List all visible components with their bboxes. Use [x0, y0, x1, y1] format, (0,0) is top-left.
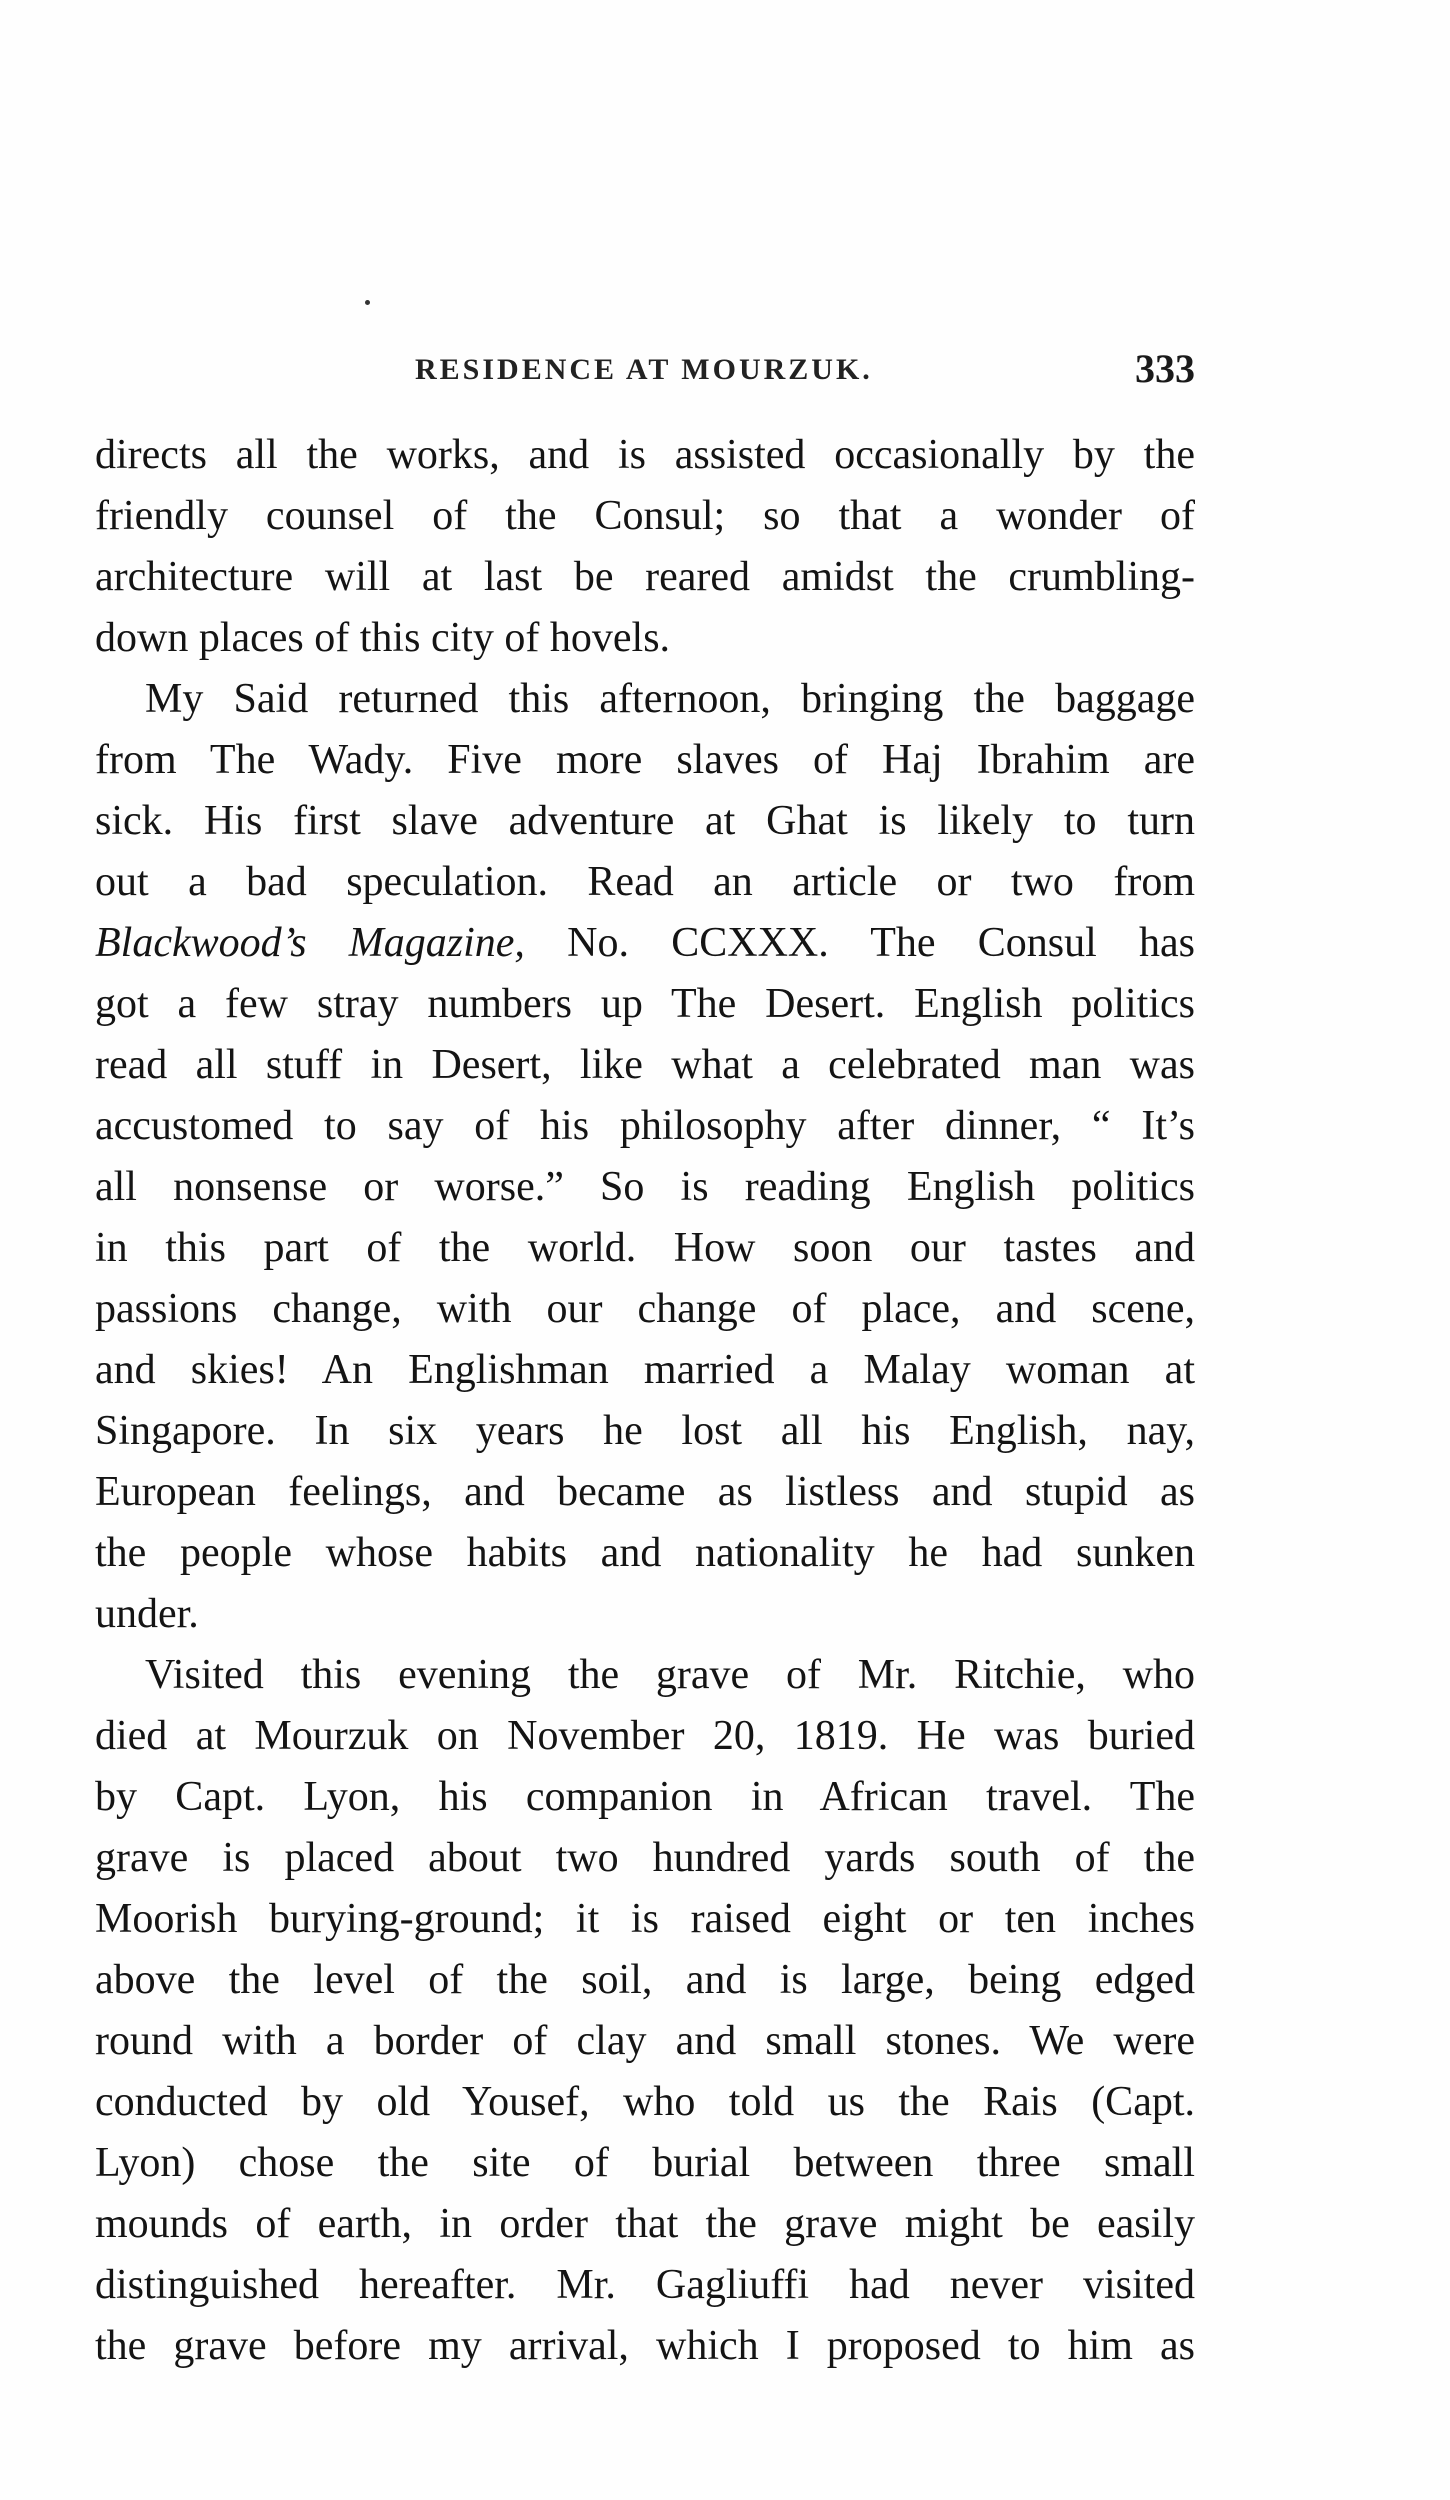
text-line: mounds of earth, in order that the grave might be easily	[95, 2201, 1195, 2247]
text-line: from The Wady. Five more slaves of Haj Ibrahim are	[95, 737, 1195, 783]
paragraph-2	[95, 669, 1195, 1645]
text-line: Visited this evening the grave of Mr. Ritchie, who	[145, 1652, 1195, 1698]
text-line: read all stuff in Desert, like what a celebrated man was	[95, 1042, 1195, 1088]
text-line: Moorish burying-ground; it is raised eight or ten inches	[95, 1896, 1195, 1942]
text-line: out a bad speculation. Read an article or two from	[95, 859, 1195, 905]
paragraph-1	[95, 425, 1195, 669]
text-line: European feelings, and became as listless and stupid as	[95, 1469, 1195, 1515]
text-line: down places of this city of hovels.	[95, 615, 671, 661]
text-line: the grave before my arrival, which I proposed to him as	[95, 2323, 1195, 2369]
text-line: Lyon) chose the site of burial between three small	[95, 2140, 1195, 2186]
text-segment: No. CCXXX. The Consul has	[524, 920, 1195, 966]
text-line: architecture will at last be reared amidst the crumbling-	[95, 554, 1195, 600]
text-line: accustomed to say of his philosophy after dinner, “ It’s	[95, 1103, 1195, 1149]
page-header	[95, 345, 1195, 395]
text-line: distinguished hereafter. Mr. Gagliuffi had never visited	[95, 2262, 1195, 2308]
ink-speck	[365, 300, 370, 305]
text-line: the people whose habits and nationality he had sunken	[95, 1530, 1195, 1576]
text-line: got a few stray numbers up The Desert. English politics	[95, 981, 1195, 1027]
text-line: in this part of the world. How soon our tastes and	[95, 1225, 1195, 1271]
text-line: died at Mourzuk on November 20, 1819. He was buried	[95, 1713, 1195, 1759]
text-line: sick. His first slave adventure at Ghat is likely to turn	[95, 798, 1195, 844]
text-line: conducted by old Yousef, who told us the Rais (Capt.	[95, 2079, 1195, 2125]
text-line: directs all the works, and is assisted occasionally by the	[95, 432, 1195, 478]
text-line: friendly counsel of the Consul; so that a wonder of	[95, 493, 1195, 539]
text-line: by Capt. Lyon, his companion in African travel. The	[95, 1774, 1195, 1820]
text-line: grave is placed about two hundred yards south of the	[95, 1835, 1195, 1881]
text-line: Singapore. In six years he lost all his English, nay,	[95, 1408, 1195, 1454]
text-line: My Said returned this afternoon, bringing the baggage	[145, 676, 1195, 722]
magazine-title: Blackwood’s Magazine,	[95, 920, 525, 966]
text-line: and skies! An Englishman married a Malay woman at	[95, 1347, 1195, 1393]
page-number: 333	[1135, 346, 1195, 391]
text-line: above the level of the soil, and is large, being edged	[95, 1957, 1195, 2003]
text-line: round with a border of clay and small stones. We were	[95, 2018, 1195, 2064]
text-line: all nonsense or worse.” So is reading English politics	[95, 1164, 1195, 1210]
running-head: RESIDENCE AT MOURZUK.	[415, 353, 873, 386]
text-line-italic-title	[95, 913, 1195, 974]
text-line: under.	[95, 1591, 199, 1637]
paragraph-3	[95, 1645, 1195, 2377]
body-text	[95, 425, 1195, 2377]
text-line: passions change, with our change of place, and scene,	[95, 1286, 1195, 1332]
